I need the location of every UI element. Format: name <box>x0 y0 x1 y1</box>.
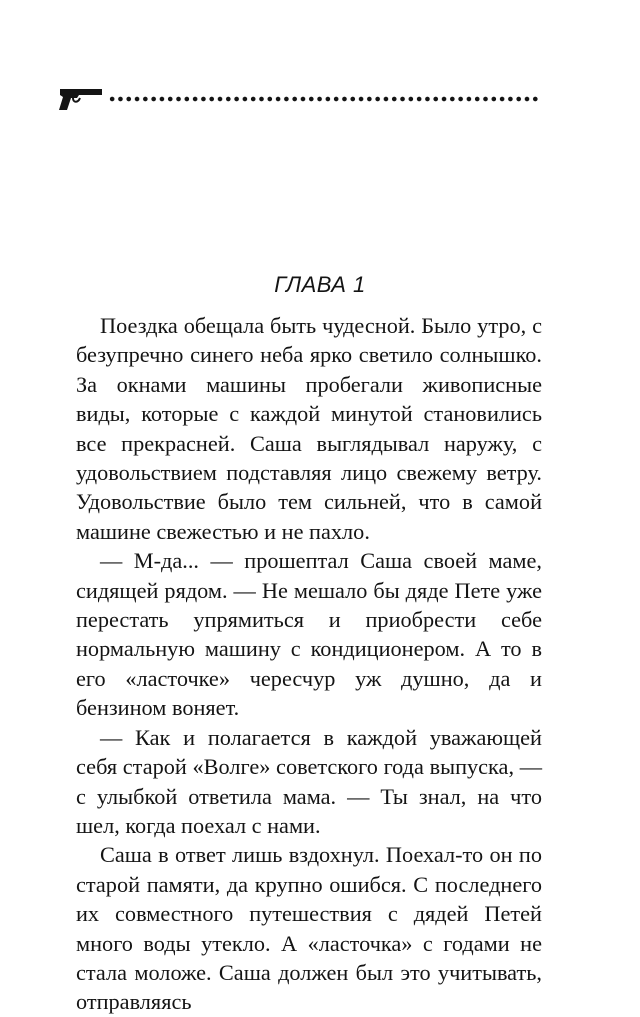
body-text <box>76 311 542 1017</box>
page-header <box>58 84 542 114</box>
revolver-icon <box>58 86 104 112</box>
chapter-title: ГЛАВА 1 <box>274 272 366 297</box>
dotted-rule <box>108 94 540 104</box>
paragraph-3: — Как и полагается в каждой уважающей себя старой «Волге» советского года выпуска, — с улыбкой ответила мама. — Ты знал, на что шел, когда поехал с нами. <box>76 724 542 838</box>
paragraph-2: — М-да... — прошептал Саша своей маме, сидящей рядом. — Не мешало бы дяде Пете уже перестать упрямиться и приобрести себе нормальную машину с кондиционером. А то в его «ласточке» чересчур уж душно, да и бензином воняет. <box>76 548 542 721</box>
paragraph-1: Поездка обещала быть чудесной. Было утро, с безупречно синего неба ярко светило солнышко. За окнами машины пробегали живописные виды, которые с каждой минутой становились все прекрасней. Саша выглядывал наружу, с удовольствием подставляя лицо свежему ветру. Удовольствие было тем сильней, что в самой машине свежестью и не пахло. <box>76 313 542 544</box>
paragraph-4: Саша в ответ лишь вздохнул. Поехал-то он по старой памяти, да крупно ошибся. С последнего их совместного путешествия с дядей Петей много воды утекло. А «ласточка» с годами не стала моложе. Саша должен был это учитывать, отправляясь <box>76 842 542 1015</box>
